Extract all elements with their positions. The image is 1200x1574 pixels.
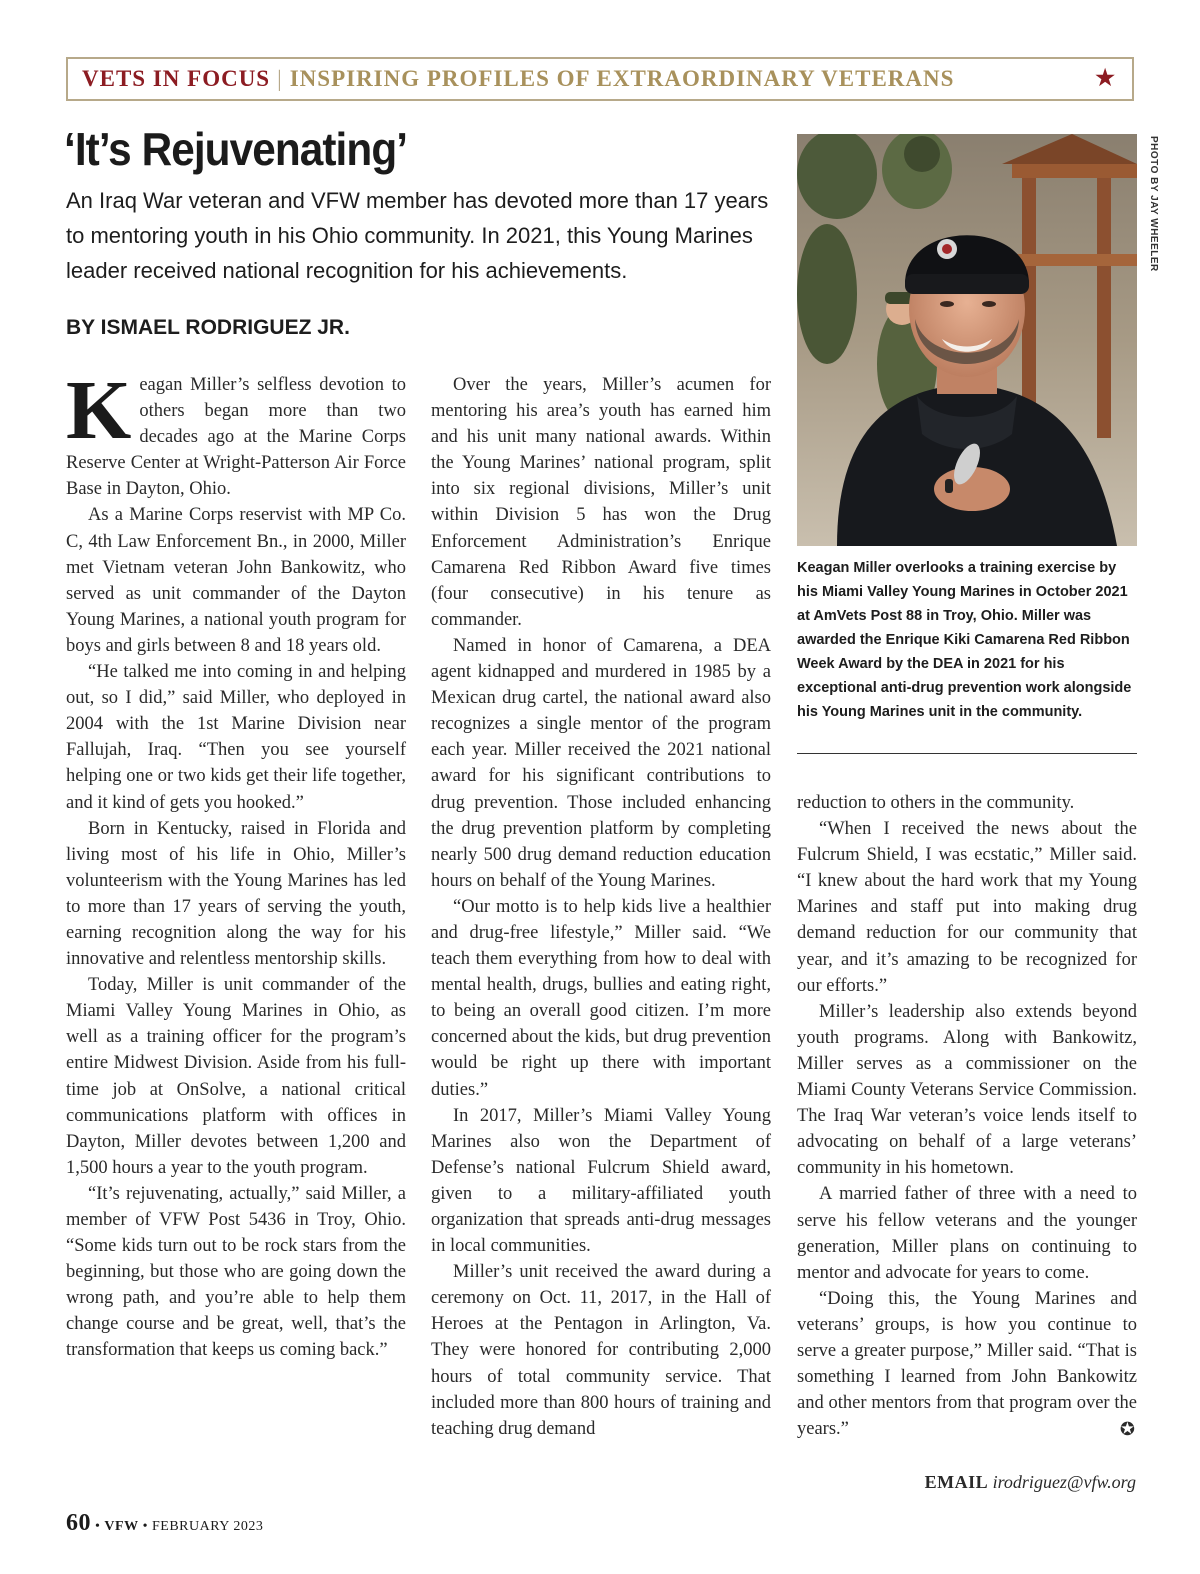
page-folio bbox=[66, 1510, 263, 1537]
paragraph: As a Marine Corps reservist with MP Co. C, 4th Law Enforcement Bn., in 2000, Miller met Vietnam veteran John Bankowitz, who served as unit commander of the Dayton Young Marines, a national youth program for boys and girls between 8 and 18 years old. bbox=[66, 505, 406, 656]
paragraph-text: “Doing this, the Young Marines and veterans’ groups, is how you continue to serve a greater purpose,” Miller said. “That is something I learned from John Bankowitz and other mentors from that program over the years.” bbox=[797, 1288, 1137, 1440]
paragraph: In 2017, Miller’s Miami Valley Young Marines also won the Department of Defense’s national Fulcrum Shield award, given to a military-affiliated youth organization that spreads anti-drug messages in local communities. bbox=[431, 1105, 771, 1257]
page-number: 60 bbox=[66, 1510, 91, 1536]
folio-bullet: • bbox=[95, 1519, 101, 1534]
end-mark-icon: ✪ bbox=[1119, 1419, 1135, 1440]
paragraph: A married father of three with a need to serve his fellow veterans and the younger generation, Miller plans on continuing to mentor and advocate for years to come. bbox=[797, 1184, 1137, 1283]
paragraph: “It’s rejuvenating, actually,” said Miller, a member of VFW Post 5436 in Troy, Ohio. “Some kids turn out to be rock stars from the beginning, but those who are going down the wrong path, and you’re able to help them change course and be great, well, that’s the transformation that keeps us coming back.” bbox=[66, 1183, 406, 1361]
article-column-1 bbox=[66, 364, 406, 1364]
paragraph bbox=[797, 1286, 1137, 1443]
article-column-2 bbox=[431, 372, 771, 1442]
paragraph: Miller’s leadership also extends beyond youth programs. Along with Bankowitz, Miller serves as a commissioner on the Miami County Veterans Service Commission. The Iraq War veteran’s voice lends itself to advocating on behalf of a large veterans’ community in his hometown. bbox=[797, 1001, 1137, 1179]
section-tagline: INSPIRING PROFILES OF EXTRAORDINARY VETERANS bbox=[289, 66, 955, 91]
magazine-name: VFW bbox=[104, 1519, 139, 1534]
article-headline: ‘It’s Rejuvenating’ bbox=[64, 123, 408, 175]
drop-cap: K bbox=[66, 364, 132, 457]
paragraph: “When I received the news about the Fulcrum Shield, I was ecstatic,” Miller said. “I knew about the hard work that my Young Marines and staff put into making drug demand reduction for our community that year, and it’s amazing to be recognized for our efforts.” bbox=[797, 819, 1137, 996]
paragraph: Over the years, Miller’s acumen for mentoring his area’s youth has earned him and his unit many national awards. Within the Young Marines’ national program, split into six regional divisions, Miller’s unit within Division 5 has won the Drug Enforcement Administration’s Enrique Camarena Red Ribbon Award five times (four consecutive) in his tenure as commander. bbox=[431, 375, 771, 630]
paragraph-text: eagan Miller’s selfless devotion to others began more than two decades ago at the Marine Corps Reserve Center at Wright-Patterson Air Force Base in Dayton, Ohio. bbox=[66, 375, 406, 500]
paragraph: “He talked me into coming in and helping out, so I did,” said Miller, who deployed in 2004 with the 1st Marine Division near Fallujah, Iraq. “Then you see yourself helping one or two kids get their life together, and it kind of gets you hooked.” bbox=[66, 662, 406, 813]
paragraph: Born in Kentucky, raised in Florida and living most of his life in Ohio, Miller’s volunteerism with the Young Marines has led to more than 17 years of serving the youth, earning recognition along the way for his innovative and relentless mentorship skills. bbox=[66, 818, 406, 970]
article-photo bbox=[797, 134, 1137, 546]
email-label: EMAIL bbox=[924, 1472, 989, 1492]
author-email bbox=[925, 1472, 1136, 1493]
paragraph: Named in honor of Camarena, a DEA agent kidnapped and murdered in 1985 by a Mexican drug cartel, the national award also recognizes a single mentor of the program each year. Miller received the 2021 national award for his significant contributions to drug prevention. Those included enhancing the drug prevention platform by completing nearly 500 drug demand reduction education hours on behalf of the Young Marines. bbox=[431, 635, 771, 891]
issue-date: FEBRUARY 2023 bbox=[151, 1519, 264, 1534]
section-name: VETS IN FOCUS bbox=[82, 66, 271, 91]
paragraph bbox=[66, 364, 406, 502]
paragraph: reduction to others in the community. bbox=[797, 793, 1075, 813]
paragraph: “Our motto is to help kids live a healthier and drug-free lifestyle,” Miller said. “We teach them everything from how to deal with mental health, drugs, bullies and eating right, to being an overall good citizen. I’m more concerned about the kids, but drug prevention would be right up there with important duties.” bbox=[431, 896, 771, 1100]
paragraph: Today, Miller is unit commander of the Miami Valley Young Marines in Ohio, as well as a training officer for the program’s entire Midwest Division. Aside from his full-time job at OnSolve, a national critical communications platform with offices in Dayton, Miller devotes between 1,200 and 1,500 hours a year to the youth program. bbox=[66, 975, 406, 1178]
folio-bullet: • bbox=[142, 1519, 148, 1534]
article-column-3 bbox=[797, 790, 1137, 1442]
banner-divider: | bbox=[277, 66, 283, 91]
paragraph: Miller’s unit received the award during a ceremony on Oct. 11, 2017, in the Hall of Heroes at the Pentagon in Arlington, Va. They were honored for contributing 2,000 hours of total community service. That included more than 800 hours of training and teaching drug demand bbox=[431, 1262, 771, 1439]
article-byline: BY ISMAEL RODRIGUEZ JR. bbox=[66, 316, 350, 339]
article-dek: An Iraq War veteran and VFW member has devoted more than 17 years to mentoring youth in his Ohio community. In 2021, this Young Marines leader received national recognition for his achievements. bbox=[66, 188, 769, 283]
photo-illustration bbox=[797, 134, 1137, 546]
star-icon: ★ bbox=[1095, 65, 1116, 90]
photo-credit: PHOTO BY JAY WHEELER bbox=[1148, 136, 1159, 272]
section-banner bbox=[66, 57, 1134, 101]
email-address[interactable]: irodriguez@vfw.org bbox=[992, 1472, 1136, 1492]
photo-caption: Keagan Miller overlooks a training exercise by his Miami Valley Young Marines in October 2021 at AmVets Post 88 in Troy, Ohio. Miller was awarded the Enrique Kiki Camarena Red Ribbon Week Award by the DEA in 2021 for his exceptional anti-drug prevention work alongside his Young Marines unit in the community. bbox=[797, 560, 1132, 720]
caption-divider bbox=[797, 753, 1137, 754]
